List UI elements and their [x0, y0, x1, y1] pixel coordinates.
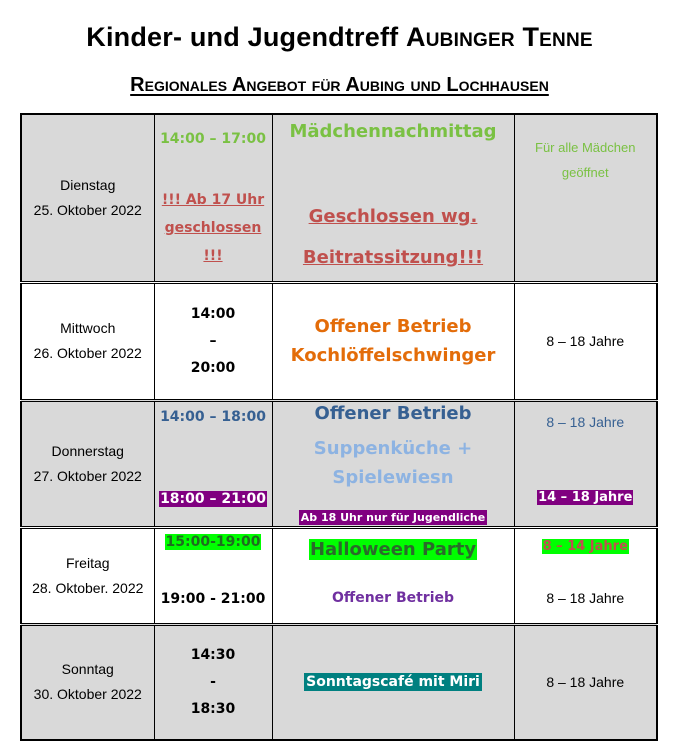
event-title: Sonntagscafé mit Miri: [306, 674, 480, 691]
day-date: 28. Oktober. 2022: [32, 579, 144, 596]
group-label: 8 – 14 Jahre: [542, 538, 628, 554]
group-label: 8 – 18 Jahre: [546, 333, 625, 349]
event-cell: [272, 282, 514, 400]
time-cell: [154, 400, 272, 527]
event-cell: [272, 114, 514, 282]
event-title: Offener Betrieb Kochlöffelschwinger: [290, 316, 496, 366]
time-range-late: 18:00 – 21:00: [160, 490, 266, 507]
table-row: [21, 527, 657, 624]
event-title: Offener Betrieb: [314, 402, 472, 424]
time-cell: [154, 527, 272, 624]
table-row: [21, 114, 657, 282]
title-main: Kinder- und Jugendtreff: [86, 22, 399, 52]
group-label-late: 8 – 18 Jahre: [546, 589, 625, 606]
group-label: Für alle Mädchen geöffnet: [535, 140, 636, 180]
event-title: Mädchennachmittag: [289, 121, 497, 142]
time-note: !!! Ab 17 Uhr geschlossen !!!: [161, 192, 265, 264]
day-name: Freitag: [65, 554, 110, 571]
day-date: 30. Oktober 2022: [33, 686, 142, 703]
time-range: 14:30 - 18:30: [190, 646, 236, 717]
time-range: 14:00 – 20:00: [190, 305, 236, 376]
group-cell: [514, 624, 657, 740]
event-subtitle: Suppenküche + Spielewiesn: [313, 437, 473, 488]
table-row: [21, 282, 657, 400]
day-cell: [21, 624, 154, 740]
group-cell: [514, 114, 657, 282]
time-cell: [154, 624, 272, 740]
day-date: 27. Oktober 2022: [33, 467, 142, 484]
day-name: Mittwoch: [60, 320, 116, 336]
day-name: Donnerstag: [51, 442, 124, 459]
event-subtitle: Offener Betrieb: [331, 589, 455, 606]
group-cell: [514, 527, 657, 624]
event-note: Ab 18 Uhr nur für Jugendliche: [300, 510, 486, 524]
event-title: Halloween Party: [309, 538, 477, 560]
time-cell: [154, 114, 272, 282]
page-title: [0, 22, 679, 53]
day-name: Sonntag: [61, 661, 114, 678]
event-cell: [272, 527, 514, 624]
time-cell: [154, 282, 272, 400]
event-note: Geschlossen wg. Beitratssitzung!!!: [302, 206, 484, 268]
time-range: 14:00 – 17:00: [160, 131, 266, 147]
group-label: 8 – 18 Jahre: [546, 413, 625, 430]
day-cell: [21, 400, 154, 527]
day-cell: [21, 527, 154, 624]
title-name: Aubinger Tenne: [406, 22, 593, 52]
day-cell: [21, 282, 154, 400]
table-row: [21, 624, 657, 740]
event-cell: [272, 624, 514, 740]
group-label: 8 – 18 Jahre: [546, 674, 625, 691]
schedule-table: [20, 113, 658, 741]
page-subtitle: Regionales Angebot für Aubing und Lochhausen: [130, 74, 549, 96]
time-range: 14:00 – 18:00: [160, 408, 266, 425]
time-range: 15:00-19:00: [165, 533, 261, 550]
group-cell: [514, 400, 657, 527]
group-label-late: 14 – 18 Jahre: [538, 489, 633, 505]
day-date: 26. Oktober 2022: [33, 345, 142, 361]
table-row: [21, 400, 657, 527]
day-name: Dienstag: [60, 176, 116, 193]
event-cell: [272, 400, 514, 527]
time-range-late: 19:00 - 21:00: [160, 590, 266, 607]
day-cell: [21, 114, 154, 282]
group-cell: [514, 282, 657, 400]
day-date: 25. Oktober 2022: [33, 201, 142, 218]
